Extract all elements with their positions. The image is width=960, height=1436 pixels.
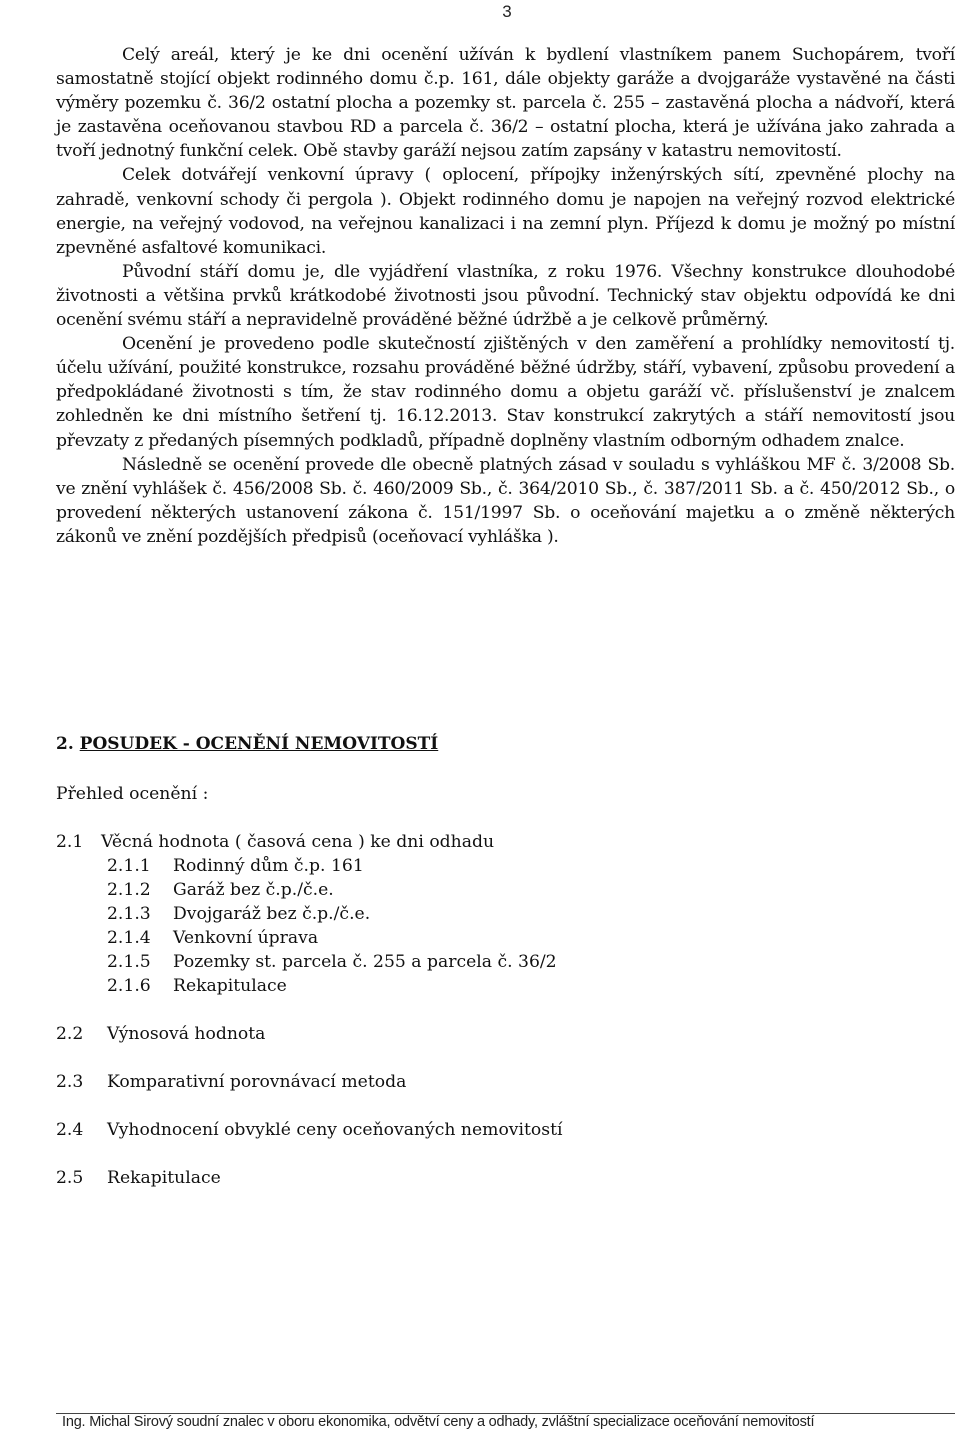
page-number: 3: [502, 2, 512, 21]
paragraph-site-description: Celý areál, který je ke dni ocenění užíván k bydlení vlastníkem panem Suchopárem, tvoří samostatně stojící objekt rodinného domu č.p. 161, dále objekty garáže a dvojgaráže vystavěné na části výměry pozemku č. 36/2 ostatní plocha a pozemky st. parcela č. 255 – zastavěná plocha a nádvoří, která je zastavěna oceňovanou stavbou RD a parcela č. 36/2 – ostatní plocha, která je užívána jako zahrada a tvoří jednotný funkční celek. Obě stavby garáží nejsou zatím zapsány v katastru nemovitostí.: [56, 45, 955, 162]
toc-item-number: 2.1.4: [107, 928, 151, 948]
toc-item-number: 2.4: [56, 1120, 84, 1140]
toc-item-number: 2.1.6: [107, 976, 151, 996]
paragraph-legal-basis: Následně se ocenění provede dle obecně platných zásad v souladu s vyhláškou MF č. 3/2008 Sb. ve znění vyhlášek č. 456/2008 Sb. č. 460/2009 Sb., č. 364/2010 Sb., č. 387/2011 Sb. a č. 450/2012 Sb., o provedení některých ustanovení zákona č. 151/1997 Sb. o oceňování majetku a o změně některých zákonů ve znění pozdějších předpisů (oceňovací vyhláška ).: [56, 454, 955, 547]
toc-item-number: 2.1.1: [107, 856, 151, 876]
body-text: [56, 43, 955, 549]
toc-item-text: Pozemky st. parcela č. 255 a parcela č. 36/2: [173, 952, 557, 972]
toc-item-text: Komparativní porovnávací metoda: [107, 1072, 407, 1092]
toc-item-number: 2.1.3: [107, 904, 151, 924]
toc-item-text: Rodinný dům č.p. 161: [173, 856, 364, 876]
toc-item-number: 2.3: [56, 1072, 84, 1092]
toc-item-text: Garáž bez č.p./č.e.: [173, 880, 334, 900]
section-title: POSUDEK - OCENĚNÍ NEMOVITOSTÍ: [79, 734, 439, 754]
section-heading: [56, 734, 438, 754]
toc-item-text: Dvojgaráž bez č.p./č.e.: [173, 904, 371, 924]
paragraph-outdoor-works: Celek dotvářejí venkovní úpravy ( oplocení, přípojky inženýrských sítí, zpevněné plochy na zahradě, venkovní schody či pergola ). Objekt rodinného domu je napojen na veřejný rozvod elektrické energie, na veřejný vodovod, na veřejnou kanalizaci i na zemní plyn. Příjezd k domu je možný po místní zpevněné asfaltové komunikaci.: [56, 165, 955, 258]
toc-item-number: 2.1.2: [107, 880, 151, 900]
paragraph-building-age: Původní stáří domu je, dle vyjádření vlastníka, z roku 1976. Všechny konstrukce dlouhodobé životnosti a většina prvků krátkodobé životnosti jsou původní. Technický stav objektu odpovídá ke dni ocenění svému stáří a nepravidelně prováděné běžné údržbě a je celkově průměrný.: [56, 261, 955, 331]
toc-item-text: Venkovní úprava: [173, 928, 319, 948]
toc-item-text: Vyhodnocení obvyklé ceny oceňovaných nemovitostí: [107, 1120, 563, 1140]
toc-item-text: Rekapitulace: [173, 976, 287, 996]
toc-item-number: 2.1: [56, 832, 84, 852]
toc-item-number: 2.5: [56, 1168, 84, 1188]
footer-text: Ing. Michal Sirový soudní znalec v oboru ekonomika, odvětví ceny a odhady, zvláštní specializace oceňování nemovitostí: [62, 1414, 815, 1430]
paragraph-valuation-basis: Ocenění je provedeno podle skutečností zjištěných v den zaměření a prohlídky nemovitostí tj. účelu užívání, použité konstrukce, rozsahu prováděné běžné údržby, stáří, vybavení, způsobu provedení a předpokládané životnosti s tím, že stav rodinného domu a objetu garáží vč. příslušenství je znalcem zohledněn ke dni místního šetření tj. 16.12.2013. Stav konstrukcí zakrytých a stáří nemovitostí jsou převzaty z předaných písemných podkladů, případně doplněny vlastním odborným odhadem znalce.: [56, 334, 955, 451]
toc-item-text: Rekapitulace: [107, 1168, 221, 1188]
toc-item-text: Věcná hodnota ( časová cena ) ke dni odhadu: [101, 832, 495, 852]
toc-lead: Přehled ocenění :: [56, 784, 209, 804]
toc-item-number: 2.2: [56, 1024, 84, 1044]
section-number: 2.: [56, 734, 74, 754]
toc-item-number: 2.1.5: [107, 952, 151, 972]
toc-item-text: Výnosová hodnota: [107, 1024, 266, 1044]
